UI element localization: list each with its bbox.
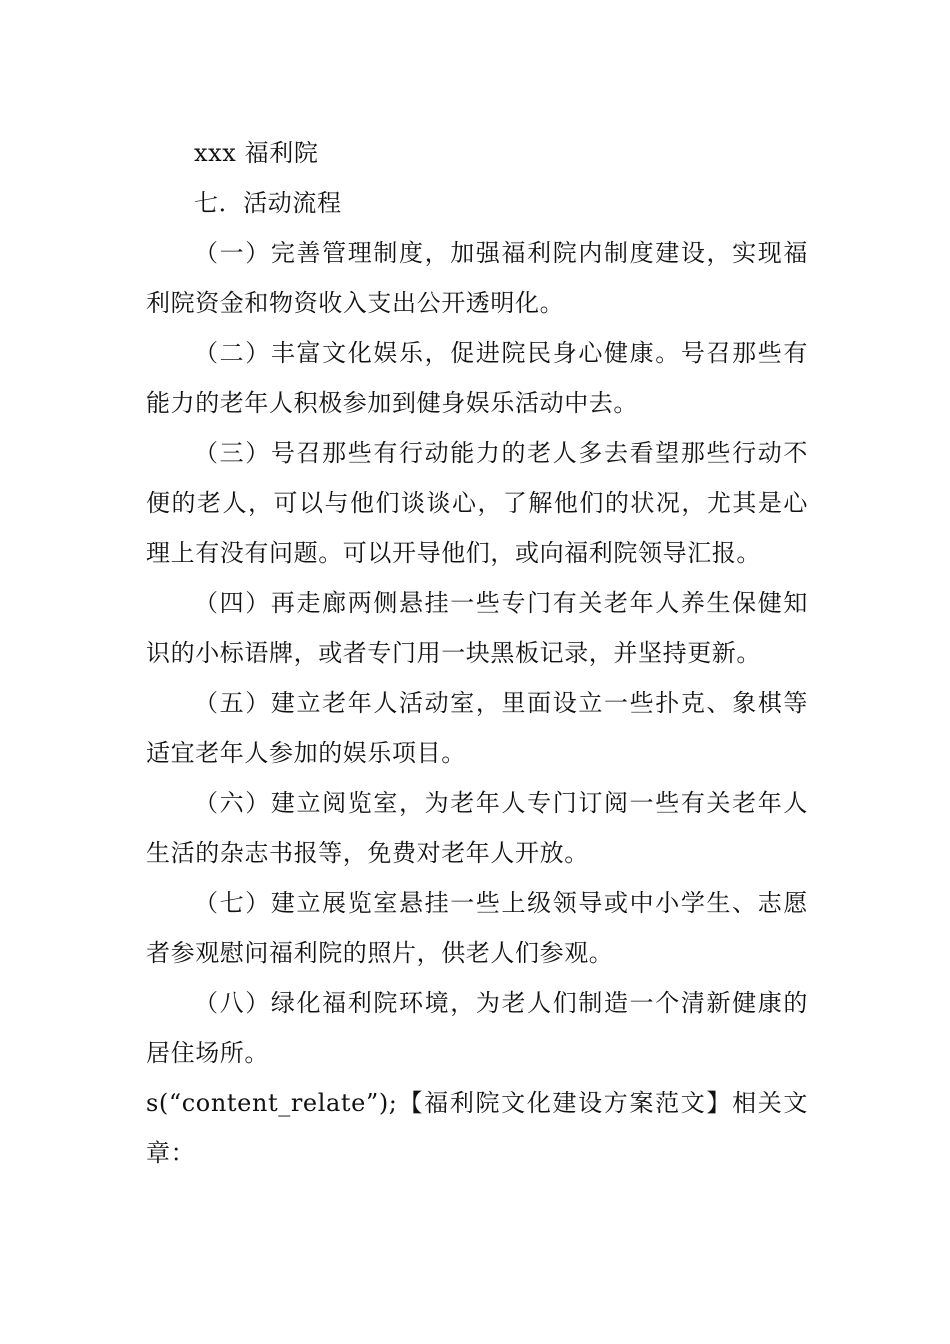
org-name: xxx 福利院 xyxy=(194,139,319,167)
paragraph-item-4: （四）再走廊两侧悬挂一些专门有关老年人养生保健知识的小标语牌，或者专门用一块黑板记录，并坚持更新。 xyxy=(146,589,808,667)
paragraph-item-8: （八）绿化福利院环境，为老人们制造一个清新健康的居住场所。 xyxy=(146,989,808,1067)
document-body xyxy=(146,128,808,1178)
related-articles-line: s(“content_relate”);【福利院文化建设方案范文】相关文章： xyxy=(146,1089,808,1167)
section-title: 七．活动流程 xyxy=(194,189,342,217)
paragraph-item-3: （三）号召那些有行动能力的老人多去看望那些行动不便的老人，可以与他们谈谈心，了解他们的状况，尤其是心理上有没有问题。可以开导他们，或向福利院领导汇报。 xyxy=(146,439,808,567)
paragraph-item-2: （二）丰富文化娱乐，促进院民身心健康。号召那些有能力的老年人积极参加到健身娱乐活动中去。 xyxy=(146,339,808,417)
paragraph-item-7: （七）建立展览室悬挂一些上级领导或中小学生、志愿者参观慰问福利院的照片，供老人们参观。 xyxy=(146,889,808,967)
paragraph-item-5: （五）建立老年人活动室，里面设立一些扑克、象棋等适宜老年人参加的娱乐项目。 xyxy=(146,689,808,767)
paragraph-item-6: （六）建立阅览室，为老年人专门订阅一些有关老年人生活的杂志书报等，免费对老年人开放。 xyxy=(146,789,808,867)
paragraph-item-1: （一）完善管理制度，加强福利院内制度建设，实现福利院资金和物资收入支出公开透明化。 xyxy=(146,239,808,317)
